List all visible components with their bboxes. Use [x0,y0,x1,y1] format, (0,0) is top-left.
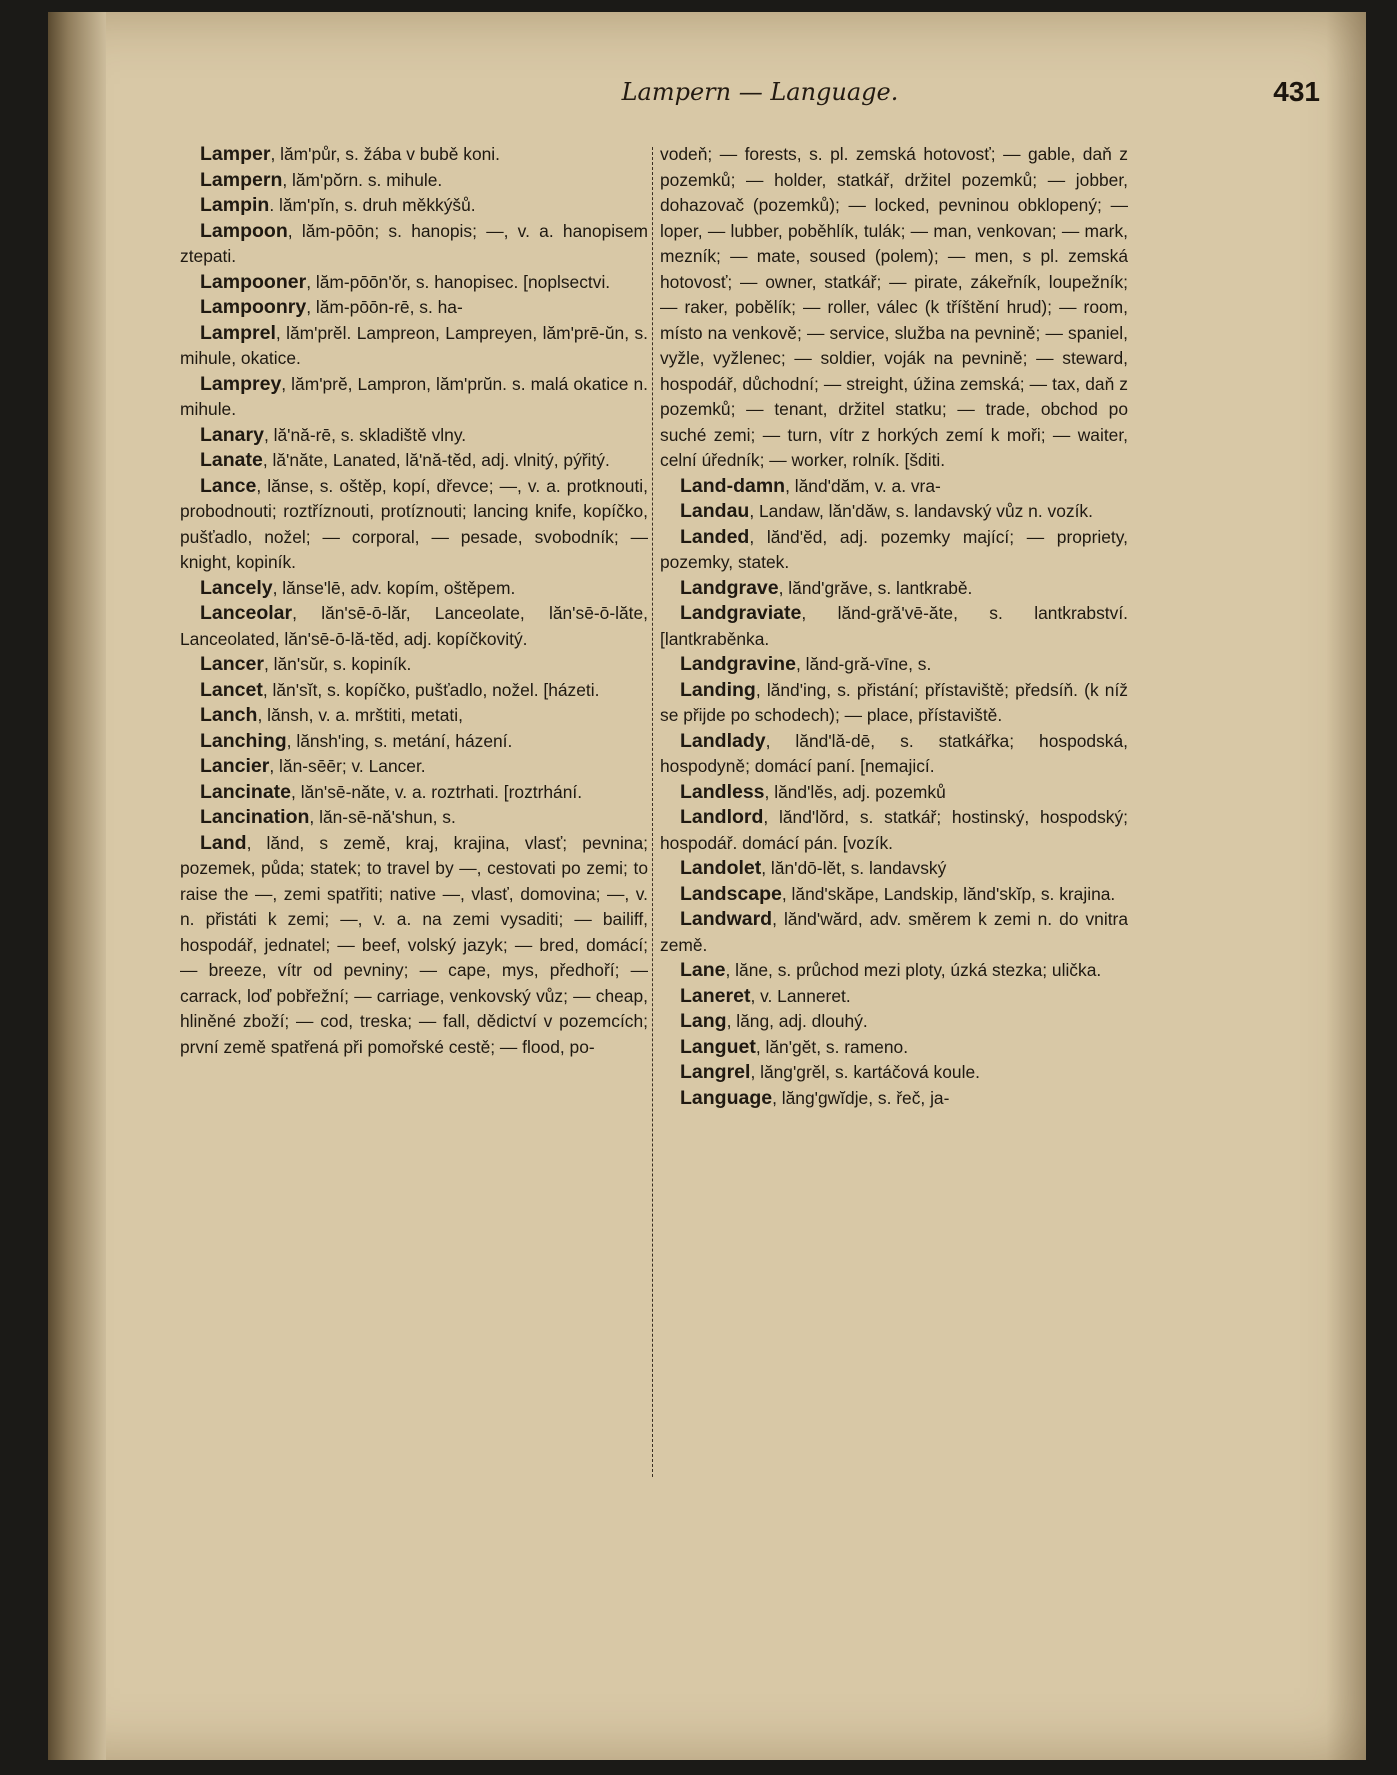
headword: Language [680,1086,773,1109]
entry-lanceolar: Lanceolar, lăn'sē-ō-lăr, Lanceolate, lăn'sē-ō-lăte, Lanceolated, lăn'sē-ō-lă-tĕd, adj. kopíčkovitý. [180,602,648,649]
headword: Lamprey [200,372,282,395]
entry-landlord: Landlord, lănd'lŏrd, s. statkář; hostinský, hospodský; hospodář. domácí pán. [vozík. [660,806,1128,853]
headword: Landgravine [680,653,796,675]
headword: Lampern [200,168,283,191]
headword: Lane [680,959,726,981]
running-head: Lampern — Language. [621,78,899,106]
headword: Lampooner [200,270,307,293]
entry-landless: Landless, lănd'lĕs, adj. pozemků [680,780,946,803]
headword: Languet [680,1035,756,1058]
headword: Lanceolar [200,602,293,624]
entry-lang: Lang, lăng, adj. dlouhý. [680,1010,868,1032]
headword: Lanch [200,704,258,726]
entry-lancely: Lancely, lănse'lē, adv. kopím, oštěpem. [200,576,516,599]
headword: Lanary [200,423,264,446]
entry-lance: Lance, lănse, s. oštěp, kopí, dřevce; —, v. a. protknouti, probodnouti; roztříznouti, protíznouti; lancing knife, kopíčko, pušťadlo, nožel; — corporal, — pesade, svobodník; — knight, kopiník. [180,474,648,572]
headword: Lancination [200,806,310,828]
page-edge-shade [1326,12,1366,1760]
headword: Lanching [200,729,287,752]
entry-landing: Landing, lănd'ing, s. přistání; přístaviště; předsíň. (k níž se přijde po schodech); — place, přístaviště. [660,678,1128,725]
page-number: 431 [1273,76,1320,107]
headword: Lancer [200,653,264,675]
headword: Landolet [680,857,762,879]
entry-lamper: Lamper, lăm'půr, s. žába v bubě koni. [200,143,500,165]
entry-lanary: Lanary, lă'nă-rē, s. skladiště vlny. [200,423,467,446]
entry-land-damn: Land-damn, lănd'dăm, v. a. vra- [680,474,941,497]
entry-lampoonry: Lampoonry, lăm-pōōn-rē, s. ha- [200,296,463,318]
entry-landward: Landward, lănd'wărd, adv. směrem k zemi n. do vnitra země. [660,908,1128,955]
headword: Laneret [680,984,751,1007]
headword: Lampin [200,194,270,216]
entry-lampoon: Lampoon, lăm-pōōn; s. hanopis; —, v. a. hanopisem ztepati. [180,219,648,266]
entry-lane: Lane, lăne, s. průchod mezi ploty, úzká stezka; ulička. [680,959,1102,981]
entry-lancinate: Lancinate, lăn'sē-năte, v. a. roztrhati. [roztrhání. [200,780,583,803]
headword: Landau [680,500,750,522]
entry-lancier: Lancier, lăn-sēēr; v. Lancer. [200,755,426,777]
headword: Landlady [680,729,766,752]
headword: Landscape [680,882,782,905]
entry-langrel: Langrel, lăng'grĕl, s. kartáčová koule. [680,1061,980,1083]
entry-landau: Landau, Landaw, lăn'dăw, s. landavský vůz n. vozík. [680,500,1093,522]
headword: Landward [680,908,773,930]
entry-lancer: Lancer, lăn'sŭr, s. kopiník. [200,653,412,675]
entry-landgrave: Landgrave, lănd'grăve, s. lantkrabě. [680,576,973,599]
entry-lanch: Lanch, lănsh, v. a. mrštiti, metati, [200,704,463,726]
entry-land: Land, lănd, s země, kraj, krajina, vlasť; pevnina; pozemek, půda; statek; to travel by —, cestovati po zemi; to raise the —, zemi spatřiti; native —, vlasť, domovina; —, v. n. přistáti k zemi; —, v. a. na zemi vysaditi; — bailiff, hospodář, jednatel; — beef, volský jazyk; — bred, domácí; — breeze, vítr od pevniny; — cape, mys, předhoří; — carrack, loď pobřežní; — carriage, venkovský vůz; — cheap, hliněné zboží; — cod, treska; — fall, dědictví v pozemcích; první země spatřená při pomořské cestě; — flood, po- [180,831,648,1057]
left-column [180,142,648,1482]
headword: Lamprel [200,321,276,344]
column-divider [652,147,653,1477]
entry-land-continued: vodeň; — forests, s. pl. zemská hotovosť; — gable, daň z pozemků; — holder, statkář, držitel pozemků; — jobber, dohazovač (pozemků); — locked, pevninou obklopený; — loper, — lubber, poběhlík, tulák; — man, venkovan; — mark, mezník; — mate, soused (polem); — men, s pl. zemská hotovosť; — owner, statkář; — pirate, zákeřník, loupežník; — raker, pobělík; — roller, válec (k tříštění hrud); — room, místo na venkově; — service, služba na pevnině; — spaniel, vyžle, vyžlenec; — soldier, voják na pevnině; — steward, hospodář, důchodní; — streight, úžina zemská; — tax, daň z pozemků; — tenant, držitel statku; — trade, obchod po suché zemi; — turn, vítr z horkých zemí k moři; — waiter, celní úředník; — worker, rolník. [šditi. [660,144,1128,470]
headword: Lampoonry [200,296,307,318]
headword: Landless [680,780,765,803]
entry-lancet: Lancet, lăn'sĭt, s. kopíčko, pušťadlo, nožel. [házeti. [200,678,600,701]
entry-lanate: Lanate, lă'năte, Lanated, lă'nă-tĕd, adj. vlnitý, pýřitý. [200,449,610,471]
entry-landed: Landed, lănd'ĕd, adj. pozemky mající; — propriety, pozemky, statek. [660,525,1128,572]
headword: Lamper [200,143,271,165]
headword: Lang [680,1010,727,1032]
headword: Lampoon [200,219,288,242]
entry-language: Language, lăng'gwĭdje, s. řeč, ja- [680,1086,950,1109]
entry-laneret: Laneret, v. Lanneret. [680,984,851,1007]
entry-lamprey: Lamprey, lăm'prĕ, Lampron, lăm'prŭn. s. malá okatice n. mihule. [180,372,648,419]
entry-lampern: Lampern, lăm'pŏrn. s. mihule. [200,168,443,191]
right-column [660,142,1128,1482]
headword: Lancinate [200,780,292,803]
headword: Landlord [680,806,764,828]
headword: Langrel [680,1061,751,1083]
headword: Lancier [200,755,270,777]
entry-lampooner: Lampooner, lăm-pōōn'ŏr, s. hanopisec. [noplsectvi. [200,270,611,293]
headword: Landing [680,678,756,701]
dictionary-page [48,12,1366,1760]
entry-landolet: Landolet, lăn'dō-lĕt, s. landavský [680,857,947,879]
entry-lanching: Lanching, lănsh'ing, s. metání, házení. [200,729,513,752]
headword: Landed [680,525,750,548]
entry-landgravine: Landgravine, lănd-gră-vīne, s. [680,653,932,675]
headword: Land [200,831,247,854]
headword: Lanate [200,449,263,471]
headword: Landgrave [680,576,779,599]
entry-languet: Languet, lăn'gĕt, s. rameno. [680,1035,909,1058]
entry-landlady: Landlady, lănd'lă-dē, s. statkářka; hospodská, hospodyně; domácí paní. [nemajicí. [660,729,1128,776]
page-gutter [48,12,106,1760]
entry-lamprel: Lamprel, lăm'prĕl. Lampreon, Lampreyen, lăm'prē-ŭn, s. mihule, okatice. [180,321,648,368]
entry-lampin: Lampin. lăm'pĭn, s. druh měkkýšů. [200,194,476,216]
page-header [200,78,1320,114]
headword: Lancet [200,678,263,701]
entry-landscape: Landscape, lănd'skăpe, Landskip, lănd'skĭp, s. krajina. [680,882,1116,905]
entry-landgraviate: Landgraviate, lănd-gră'vē-ăte, s. lantkrabství. [lantkraběnka. [660,602,1128,649]
entry-lancination: Lancination, lăn-sē-nă'shun, s. [200,806,456,828]
headword: Lancely [200,576,273,599]
headword: Land-damn [680,474,786,497]
headword: Lance [200,474,257,497]
headword: Landgraviate [680,602,802,624]
